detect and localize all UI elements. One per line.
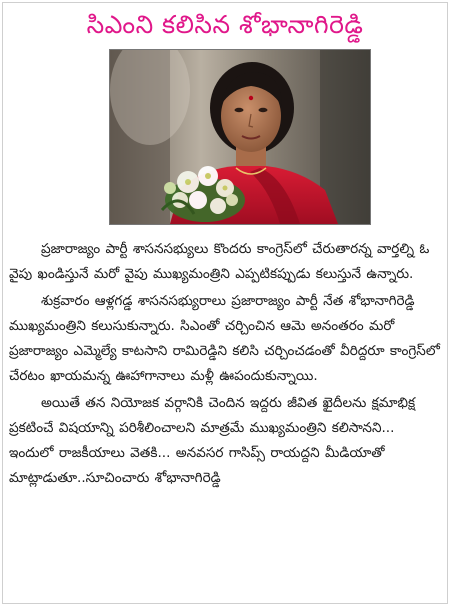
photo-illustration bbox=[110, 50, 370, 224]
news-photo bbox=[109, 49, 371, 225]
article-paragraph-3: అయితే తన నియోజక వర్గానికి చెందిన ఇద్దరు జీవిత ఖైదీలను క్షమాభిక్ష ప్రకటించే విషయాన్ని పరిశీలించాలని మాత్రమే ముఖ్యమంత్రిని కలిసానని... ఇందులో రాజకీయాలు వెతకి... అనవసర గాసిప్స్ రాయద్దని మీడియాతో మాట్లాడుతూ..సూచించారు శోభానాగిరెడ్డి bbox=[9, 395, 416, 486]
article-paragraph-1: ప్రజారాజ్యం పార్టీ శాసనసభ్యులు కొందరు కాంగ్రెస్‌లో చేరుతారన్న వార్తల్ని ఓ వైపు ఖండిస్తునే మరో వైపు ముఖ్యమంత్రిని ఎప్పటికప్పుడు కలుస్తునే ఉన్నారు. bbox=[9, 241, 430, 282]
news-page bbox=[2, 2, 448, 604]
article-paragraph-2: శుక్రవారం ఆళ్లగడ్డ శాసనసభ్యురాలు ప్రజారాజ్యం పార్టీ నేత శోభానాగిరెడ్డి ముఖ్యమంత్రిని కలుసుకున్నారు. సిఎంతో చర్చించిన ఆమె అనంతరం మరో ప్రజారాజ్యం ఎమ్మెల్యే కాటసాని రామిరెడ్డిని కలిసి చర్చించడంతో వీరిద్దరూ కాంగ్రెస్‌లో చేరటం ఖాయమన్న ఊహాగానాలు మళ్లీ ఊపందుకున్నాయి. bbox=[9, 293, 440, 384]
article-body bbox=[9, 237, 441, 493]
headline: సిఎంని కలిసిన శోభానాగిరెడ్డి bbox=[86, 10, 364, 39]
